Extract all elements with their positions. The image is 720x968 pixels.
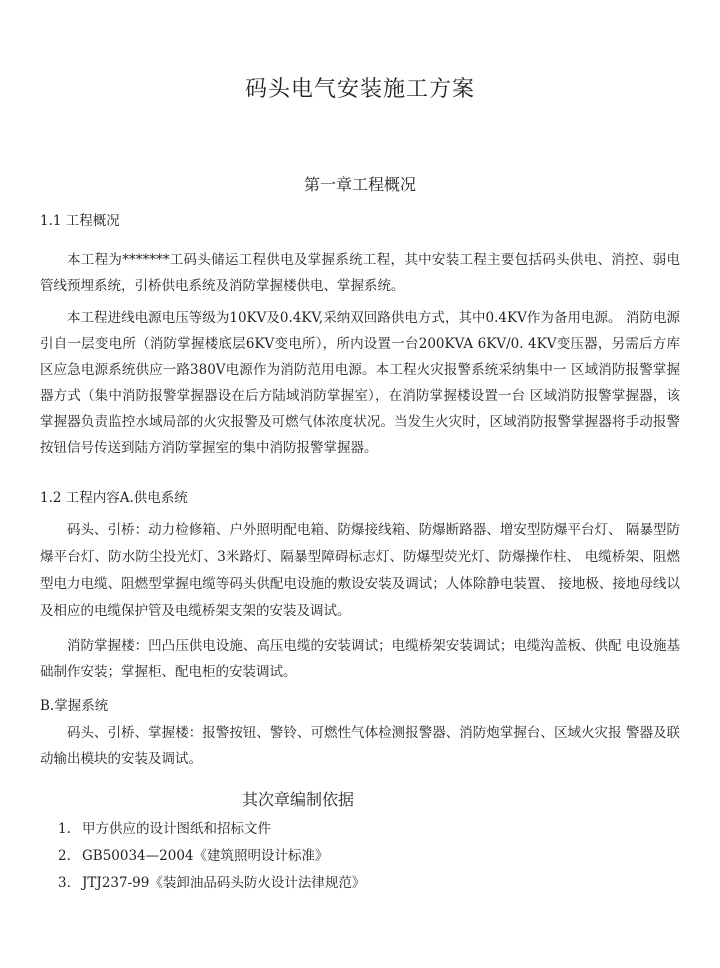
list-item <box>58 870 365 897</box>
section-1-2-paragraph-1: 码头、引桥：动力检修箱、户外照明配电箱、防爆接线箱、防爆断路器、增安型防爆平台灯、 隔暴型防爆平台灯、防水防尘投光灯、3米路灯、隔暴型障碍标志灯、防爆型荧光灯、防爆操作柱、 电缆桥架、阻燃型电力电缆、阻燃型掌握电缆等码头供配电设施的敷设安装及调试；人体除静电装置、 接地极、接地母线以及相应的电缆保护管及电缆桥架支架的安装及调试。 <box>40 522 680 619</box>
list-item-number: 1. <box>58 821 71 837</box>
section-1-1-heading: 1.1 工程概况 <box>40 213 120 229</box>
list-item-number: 2. <box>58 848 71 864</box>
document-title: 码头电气安装施工方案 <box>244 77 475 102</box>
section-1-1-paragraph-2: 本工程进线电源电压等级为10KV及0.4KV,采纳双回路供电方式，其中0.4KV作为备用电源。 消防电源引自一层变电所（消防掌握楼底层6KV变电所），所内设置一台200KVA 6KV/0. 4KV变压器，另需后方库区应急电源系统供应一路380V电源作为消防范用电源。本工程火灾报警系统采纳集中一 区域消防报警掌握器方式（集中消防报警掌握器设在后方陆域消防掌握室），在消防掌握楼设置一台 区域消防报警掌握器，该掌握器负责监控水域局部的火灾报警及可燃气体浓度状况。当发生火灾时，区域消防报警掌握器将手动报警按钮信号传送到陆方消防掌握室的集中消防报警掌握器。 <box>40 310 680 456</box>
section-1-2-paragraph-2: 消防掌握楼：凹凸压供电设施、高压电缆的安装调试；电缆桥架安装调试；电缆沟盖板、供配 电设施基础制作安装；掌握柜、配电柜的安装调试。 <box>40 638 680 680</box>
section-1-2-heading: 1.2 工程内容A.供电系统 <box>40 490 188 506</box>
reference-list <box>58 816 365 897</box>
list-item <box>58 816 365 843</box>
list-item-text: JTJ237-99《装卸油品码头防火设计法律规范》 <box>82 875 366 891</box>
section-b-paragraph-1: 码头、引桥、掌握楼：报警按钮、警铃、可燃性气体检测报警器、消防炮掌握台、区域火灾报 警器及联动输出模块的安装及调试。 <box>40 725 680 767</box>
section-b-heading: B.掌握系统 <box>40 698 109 714</box>
list-item-text: GB50034—2004《建筑照明设计标准》 <box>82 848 329 864</box>
chapter-1-heading: 第一章工程概况 <box>303 175 416 194</box>
chapter-2-heading: 其次章编制依据 <box>241 790 354 809</box>
list-item-text: 甲方供应的设计图纸和招标文件 <box>82 821 271 837</box>
section-1-1-paragraph-1: 本工程为*******工码头储运工程供电及掌握系统工程，其中安装工程主要包括码头供电、消控、弱电管线预埋系统，引桥供电系统及消防掌握楼供电、掌握系统。 <box>40 252 680 294</box>
list-item <box>58 843 365 870</box>
list-item-number: 3. <box>58 875 71 891</box>
